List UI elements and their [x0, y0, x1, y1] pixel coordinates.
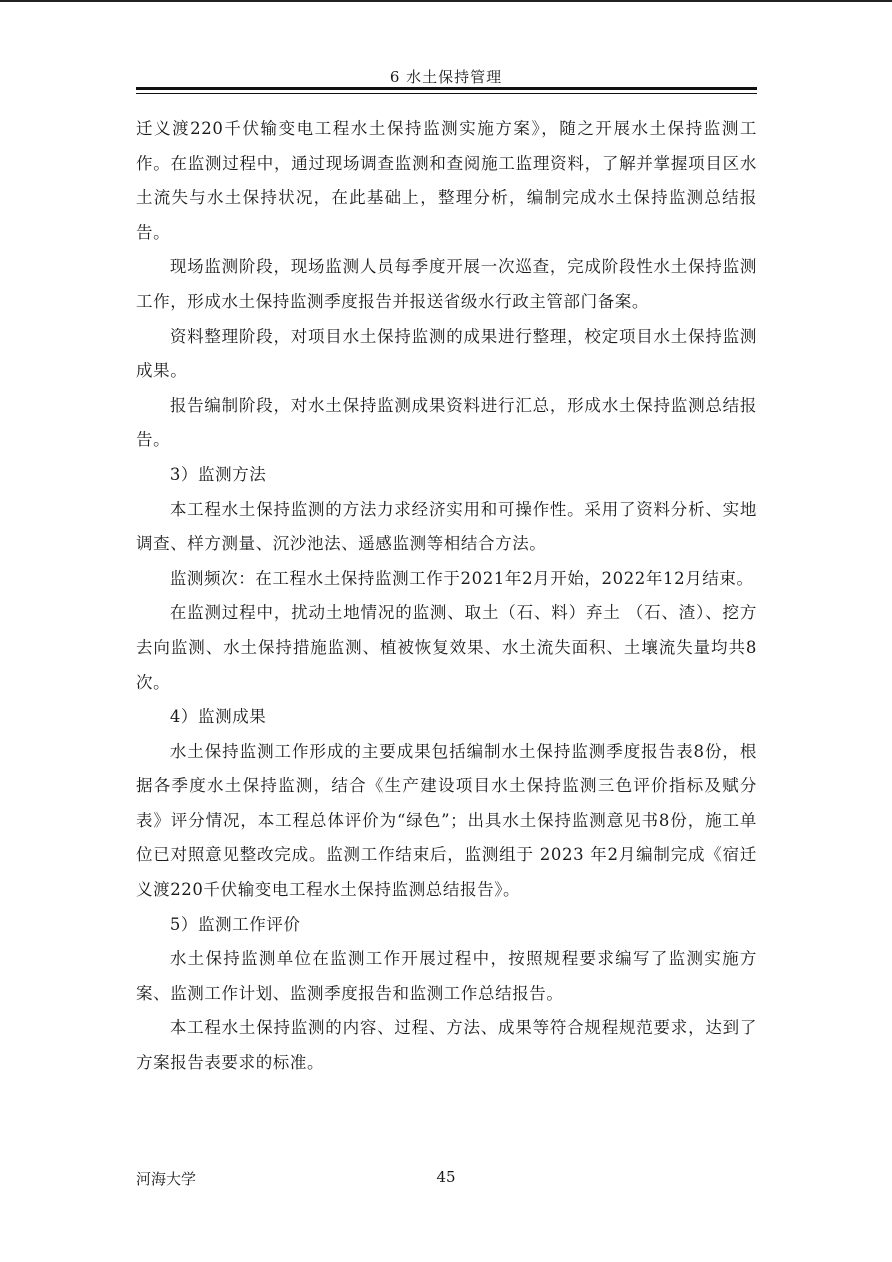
- paragraph: 本工程水土保持监测的方法力求经济实用和可操作性。采用了资料分析、实地调查、样方测量、沉沙池法、遥感监测等相结合方法。: [136, 499, 757, 554]
- footer-institution: 河海大学: [136, 1170, 197, 1188]
- section-heading-results: 4）监测成果: [169, 707, 267, 727]
- section-heading-methods: 3）监测方法: [169, 464, 267, 484]
- paragraph-continuation: 迁义渡220千伏输变电工程水土保持监测实施方案》，随之开展水土保持监测工作。在监测过程中，通过现场调查监测和查阅施工监理资料，了解并掌握项目区水土流失与水土保持状况，在此基础上，整理分析，编制完成水土保持监测总结报告。: [136, 119, 757, 242]
- body-text: [136, 112, 757, 1081]
- header-rule-thin: [136, 93, 757, 94]
- paragraph: 报告编制阶段，对水土保持监测成果资料进行汇总，形成水土保持监测总结报告。: [136, 395, 757, 450]
- page-number: 45: [436, 1168, 456, 1186]
- header-rule-thick: [136, 87, 757, 90]
- paragraph: 监测频次：在工程水土保持监测工作于2021年2月开始，2022年12月结束。: [169, 568, 754, 588]
- paragraph: 本工程水土保持监测的内容、过程、方法、成果等符合规程规范要求，达到了方案报告表要求的标准。: [136, 1018, 757, 1073]
- section-heading-evaluation: 5）监测工作评价: [169, 914, 301, 934]
- page-top-border: [0, 0, 892, 2]
- paragraph: 水土保持监测工作形成的主要成果包括编制水土保持监测季度报告表8份，根据各季度水土保持监测，结合《生产建设项目水土保持监测三色评价指标及赋分表》评分情况，本工程总体评价为“绿色”；出具水土保持监测意见书8份，施工单位已对照意见整改完成。监测工作结束后，监测组于 2023 年2月编制完成《宿迁义渡220千伏输变电工程水土保持监测总结报告》。: [136, 741, 757, 900]
- paragraph: 现场监测阶段，现场监测人员每季度开展一次巡查，完成阶段性水土保持监测工作，形成水土保持监测季度报告并报送省级水行政主管部门备案。: [136, 257, 757, 311]
- running-header-title: 6 水土保持管理: [389, 68, 503, 86]
- paragraph: 在监测过程中，扰动土地情况的监测、取土（石、料）弃土 （石、渣）、挖方去向监测、水土保持措施监测、植被恢复效果、水土流失面积、土壤流失量均共8次。: [136, 603, 757, 692]
- paragraph: 资料整理阶段，对项目水土保持监测的成果进行整理，校定项目水土保持监测成果。: [136, 326, 757, 381]
- paragraph: 水土保持监测单位在监测工作开展过程中，按照规程要求编写了监测实施方案、监测工作计划、监测季度报告和监测工作总结报告。: [136, 949, 757, 1003]
